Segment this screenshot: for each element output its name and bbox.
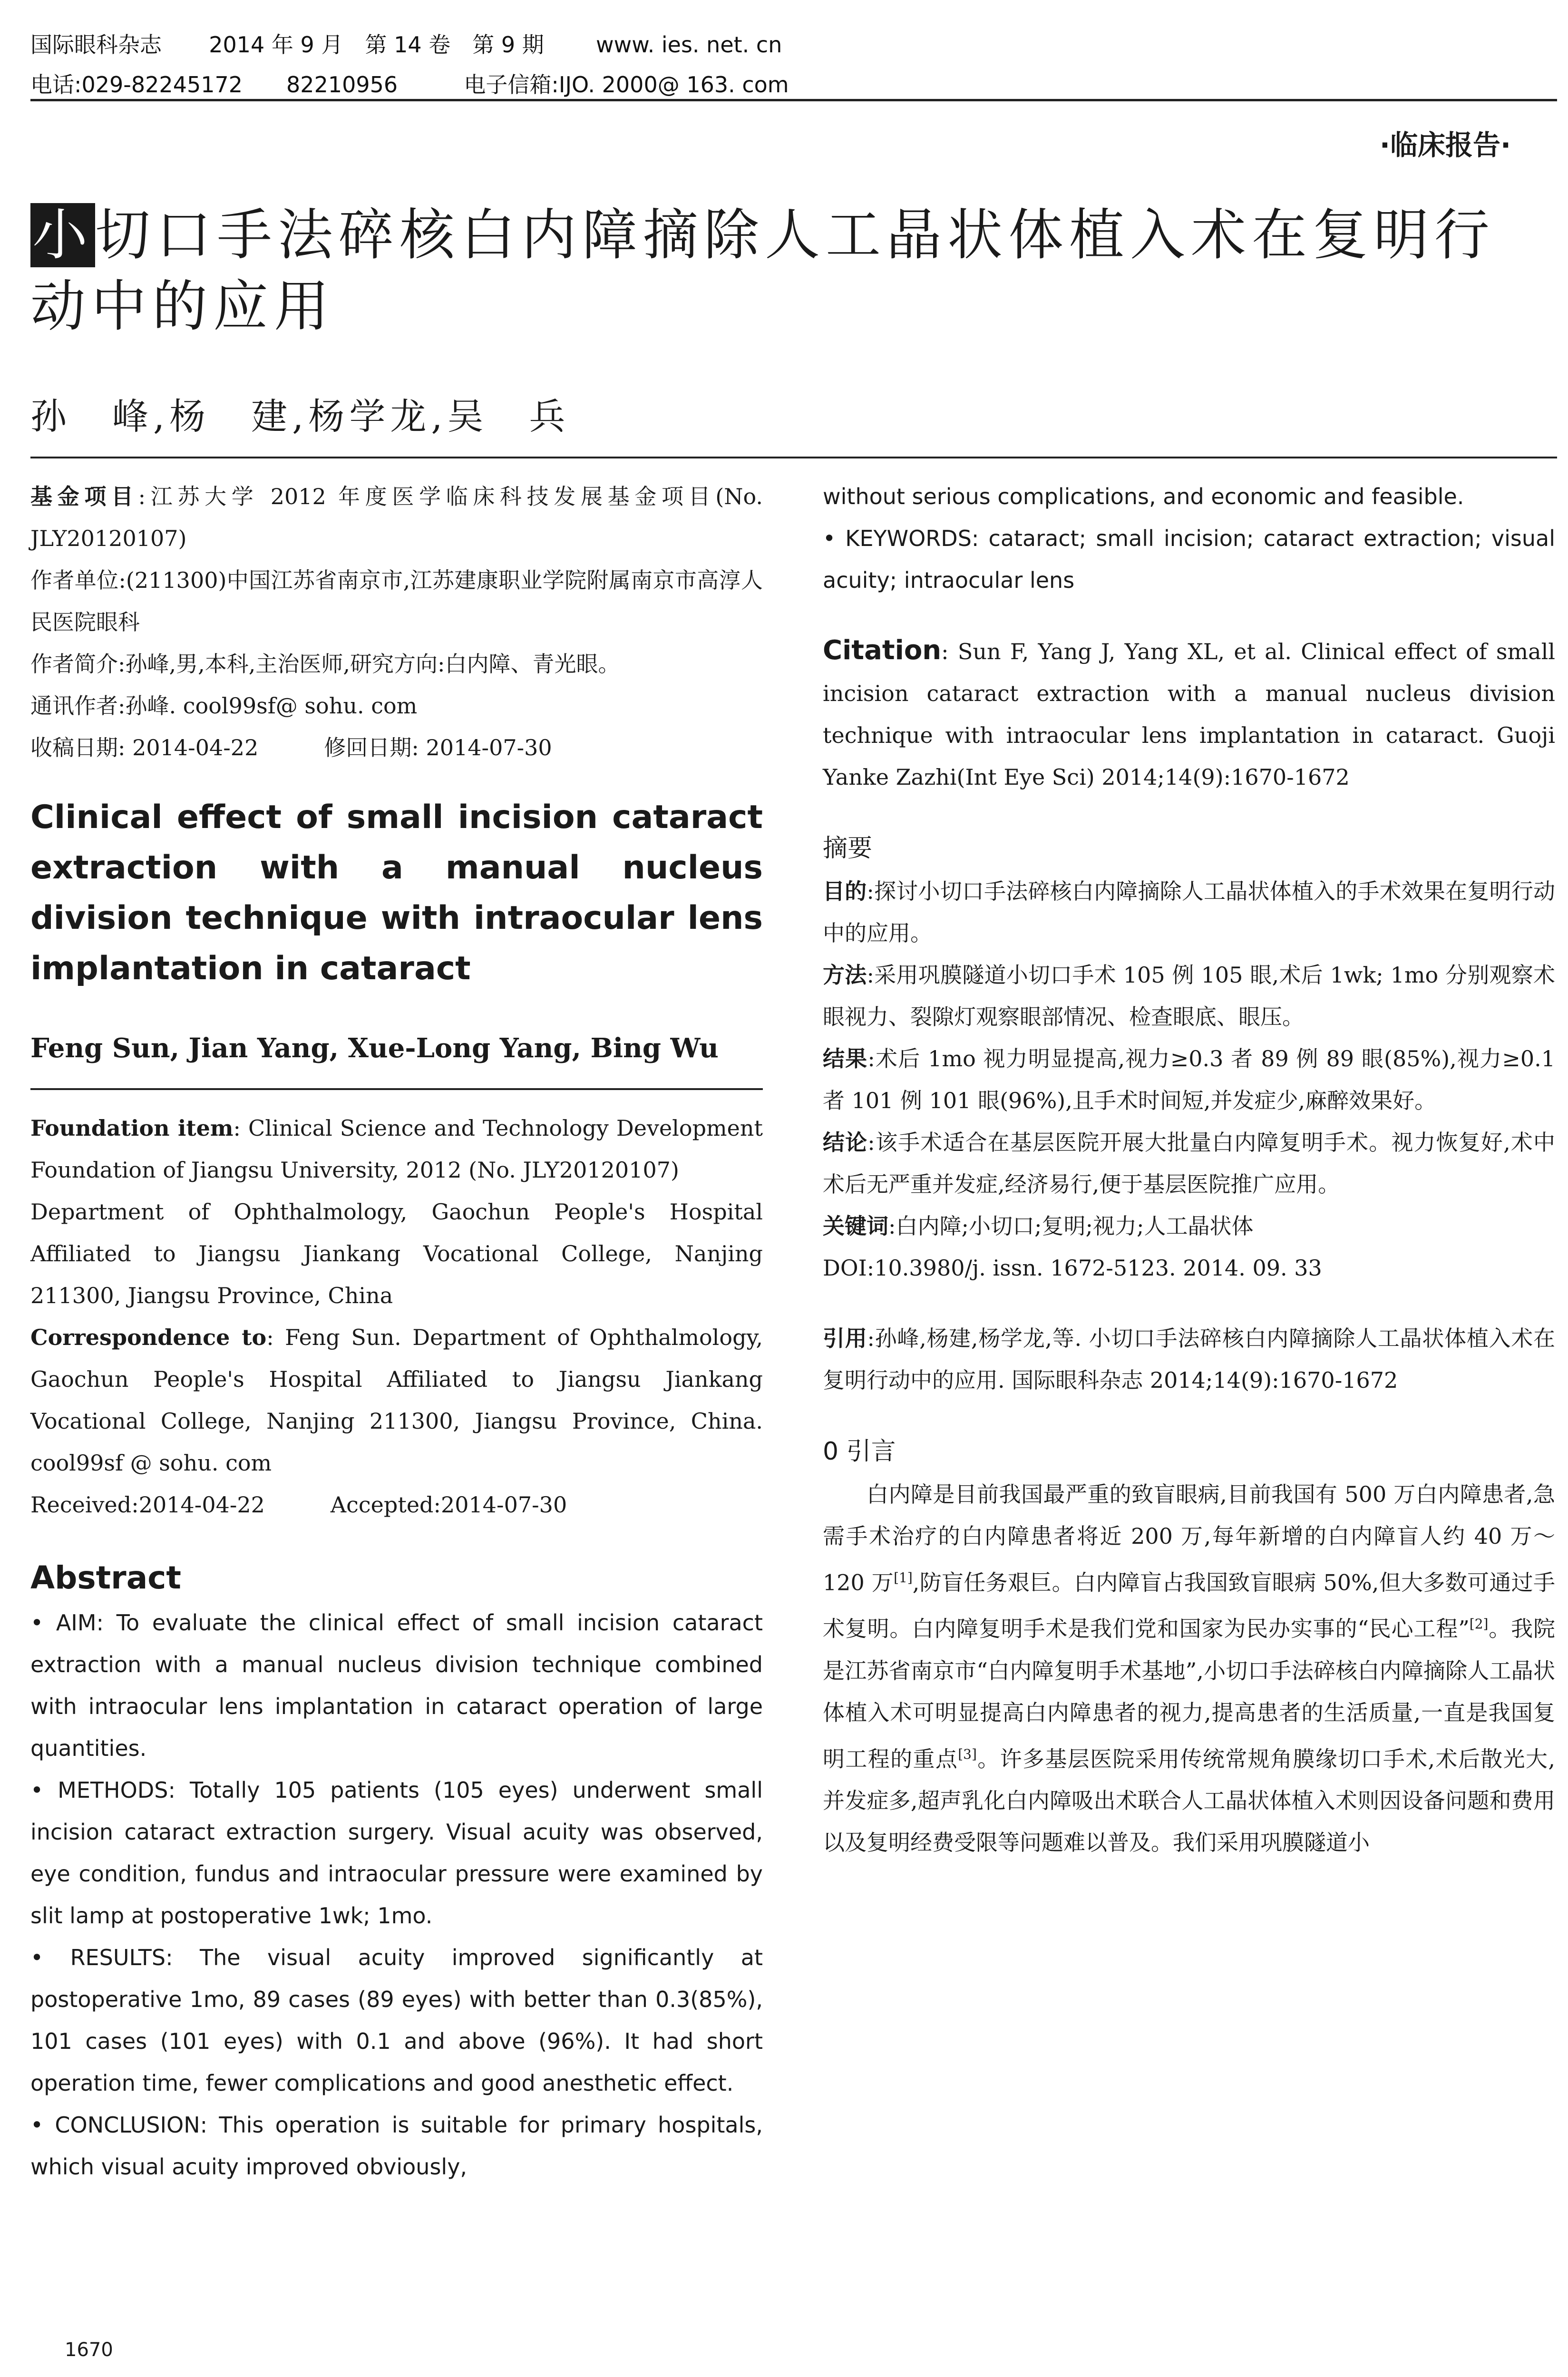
title-rule [30, 457, 1557, 458]
department: Department of Ophthalmology, Gaochun People's Hospital Affiliated to Jiangsu Jiankang Vocational College, Nanjing 211300, Jiangsu Province, China [30, 1199, 763, 1308]
yinyong-text: :孙峰,杨建,杨学龙,等. 小切口手法碎核白内障摘除人工晶状体植入术在复明行动中的应用. 国际眼科杂志 2014;14(9):1670-1672 [823, 1325, 1556, 1393]
mudi-label: 目的 [823, 878, 867, 904]
article-title [30, 200, 1543, 342]
header-rule [30, 99, 1557, 101]
journal-website[interactable]: www. ies. net. cn [596, 32, 782, 58]
foundation-item-label: Foundation item [30, 1115, 234, 1141]
abstract-keywords: • KEYWORDS: cataract; small incision; cataract extraction; visual acuity; intraocular lens [823, 526, 1555, 593]
section-tag: ·临床报告· [1379, 129, 1511, 161]
ref-2[interactable]: [2] [1469, 1616, 1489, 1632]
intro-heading: 0 引言 [823, 1437, 896, 1466]
citation-text: : Sun F, Yang J, Yang XL, et al. Clinical effect of small incision cataract extraction with a manual nucleus division technique with intraocular lens implantation in cataract. Guoji Yanke Zazhi(Int Eye Sci) 2014;14(9):1670-1672 [823, 639, 1555, 790]
zy-fangfa [823, 954, 1555, 1038]
affiliation-cn: 作者单位:(211300)中国江苏省南京市,江苏建康职业学院附属南京市高淳人民医院眼科 [30, 567, 763, 635]
abstract-results: • RESULTS: The visual acuity improved significantly at postoperative 1mo, 89 cases (89 eyes) with better than 0.3(85%), 101 cases (101 eyes) with 0.1 and above (96%). It had short operation time, fewer complications and good anesthetic effect. [30, 1945, 763, 2096]
bio-cn: 作者简介:孙峰,男,本科,主治医师,研究方向:白内障、青光眼。 [30, 651, 620, 677]
correspondence-label: Correspondence to [30, 1325, 267, 1350]
correspondence-text: : Feng Sun. Department of Ophthalmology, Gaochun People's Hospital Affiliated to Jiangsu Jiankang Vocational College, Nanjing 211300, Jiangsu Province, China. cool99sf @ sohu. com [30, 1325, 763, 1476]
yinyong [823, 1317, 1555, 1401]
intro-text-c: 。我院是江苏省南京市“白内障复明手术基地”,小切口手法碎核白内障摘除人工晶状体植入术可明显提高白内障患者的视力,提高患者的生活质量,一直是我国复明工程的重点 [823, 1616, 1555, 1772]
foundation-item [30, 1107, 763, 1191]
zy-keywords [823, 1205, 1555, 1247]
journal-email[interactable]: 电子信箱:IJO. 2000@ 163. com [464, 72, 789, 97]
zhaiyao-heading: 摘要 [823, 834, 873, 863]
mudi-text: :探讨小切口手法碎核白内障摘除人工晶状体植入的手术效果在复明行动中的应用。 [823, 878, 1556, 946]
journal-header-line1 [30, 28, 782, 59]
zy-jielun [823, 1121, 1555, 1205]
intro-text-d: 。许多基层医院采用传统常规角膜缘切口手术,术后散光大,并发症多,超声乳化白内障吸出术联合人工晶状体植入术则因设备问题和费用以及复明经费受限等问题难以普及。我们采用巩膜隧道小 [823, 1745, 1556, 1855]
ref-3[interactable]: [3] [958, 1746, 977, 1762]
title-text: 切口手法碎核白内障摘除人工晶状体植入术在复明行动中的应用 [30, 203, 1495, 339]
intro-text-b: ,防盲任务艰巨。白内障盲占我国致盲眼病 50%,但大多数可通过手术复明。白内障复明手术是我们党和国家为民办实事的“民心工程” [823, 1569, 1556, 1642]
authors-cn: 孙 峰,杨 建,杨学龙,吴 兵 [30, 395, 570, 438]
english-title: Clinical effect of small incision cataract extraction with a manual nucleus division technique with intraocular lens implantation in cataract [30, 799, 763, 987]
received-dates: Received:2014-04-22 Accepted:2014-07-30 [30, 1492, 567, 1518]
corr-cn: 通讯作者:孙峰. cool99sf@ sohu. com [30, 693, 418, 719]
right-column [823, 476, 1555, 1863]
doi[interactable]: DOI:10.3980/j. issn. 1672-5123. 2014. 09. 33 [823, 1255, 1322, 1281]
jieguo-text: :术后 1mo 视力明显提高,视力≥0.3 者 89 例 89 眼(85%),视力≥0.1 者 101 例 101 眼(96%),且手术时间短,并发症少,麻醉效果好。 [823, 1046, 1556, 1113]
left-column [30, 476, 763, 2188]
foundation-text: :江苏大学 2012 年度医学临床科技发展基金项目(No. JLY20120107) [30, 484, 763, 551]
title-highlight: 小 [30, 203, 95, 267]
foundation-item-text: : Clinical Science and Technology Development Foundation of Jiangsu University, 2012 (No. JLY20120107) [30, 1115, 763, 1183]
zy-jieguo [823, 1038, 1555, 1121]
fangfa-label: 方法 [823, 962, 867, 988]
jielun-label: 结论 [823, 1130, 868, 1155]
keyword-cn-text: :白内障;小切口;复明;视力;人工晶状体 [888, 1213, 1254, 1239]
citation-label: Citation [823, 635, 942, 666]
page-number: 1670 [65, 2339, 113, 2361]
dates-cn: 收稿日期: 2014-04-22 修回日期: 2014-07-30 [30, 735, 552, 760]
jieguo-label: 结果 [823, 1046, 868, 1072]
citation [823, 630, 1555, 798]
abstract-methods: • METHODS: Totally 105 patients (105 eyes) underwent small incision cataract extraction surgery. Visual acuity was observed, eye condition, fundus and intraocular pressure were examined by slit lamp at postoperative 1wk; 1mo. [30, 1777, 763, 1929]
fangfa-text: :采用巩膜隧道小切口手术 105 例 105 眼,术后 1wk; 1mo 分别观察术眼视力、裂隙灯观察眼部情况、检查眼底、眼压。 [823, 962, 1556, 1030]
abstract-conclusion-cont: without serious complications, and economic and feasible. [823, 484, 1464, 509]
intro-paragraph [823, 1473, 1555, 1863]
foundation-cn [30, 476, 763, 559]
journal-name: 国际眼科杂志 [30, 32, 162, 58]
keyword-cn-label: 关键词 [823, 1213, 888, 1239]
foundation-label: 基金项目 [30, 484, 138, 509]
issue-info: 2014 年 9 月 第 14 卷 第 9 期 [209, 32, 544, 58]
correspondence [30, 1316, 763, 1484]
intro-text-a: 白内障是目前我国最严重的致盲眼病,目前我国有 500 万白内障患者,急需手术治疗的白内障患者将近 200 万,每年新增的白内障盲人约 40 万～120 万 [823, 1481, 1555, 1596]
journal-phone: 电话:029-82245172 82210956 [30, 72, 398, 97]
jielun-text: :该手术适合在基层医院开展大批量白内障复明手术。视力恢复好,术中术后无严重并发症,经济易行,便于基层医院推广应用。 [823, 1130, 1555, 1197]
english-authors: Feng Sun, Jian Yang, Xue-Long Yang, Bing Wu [30, 1033, 719, 1064]
yinyong-label: 引用 [823, 1325, 867, 1351]
abstract-conclusion: • CONCLUSION: This operation is suitable for primary hospitals, which visual acuity improved obviously, [30, 2112, 763, 2180]
journal-header-line2 [30, 68, 789, 99]
ref-1[interactable]: [1] [894, 1570, 913, 1586]
abstract-aim: • AIM: To evaluate the clinical effect of small incision cataract extraction with a manual nucleus division technique combined with intraocular lens implantation in cataract operation of large quantities. [30, 1610, 763, 1761]
abstract-heading: Abstract [30, 1559, 181, 1596]
zy-mudi [823, 870, 1555, 954]
authors-rule [30, 1088, 763, 1090]
